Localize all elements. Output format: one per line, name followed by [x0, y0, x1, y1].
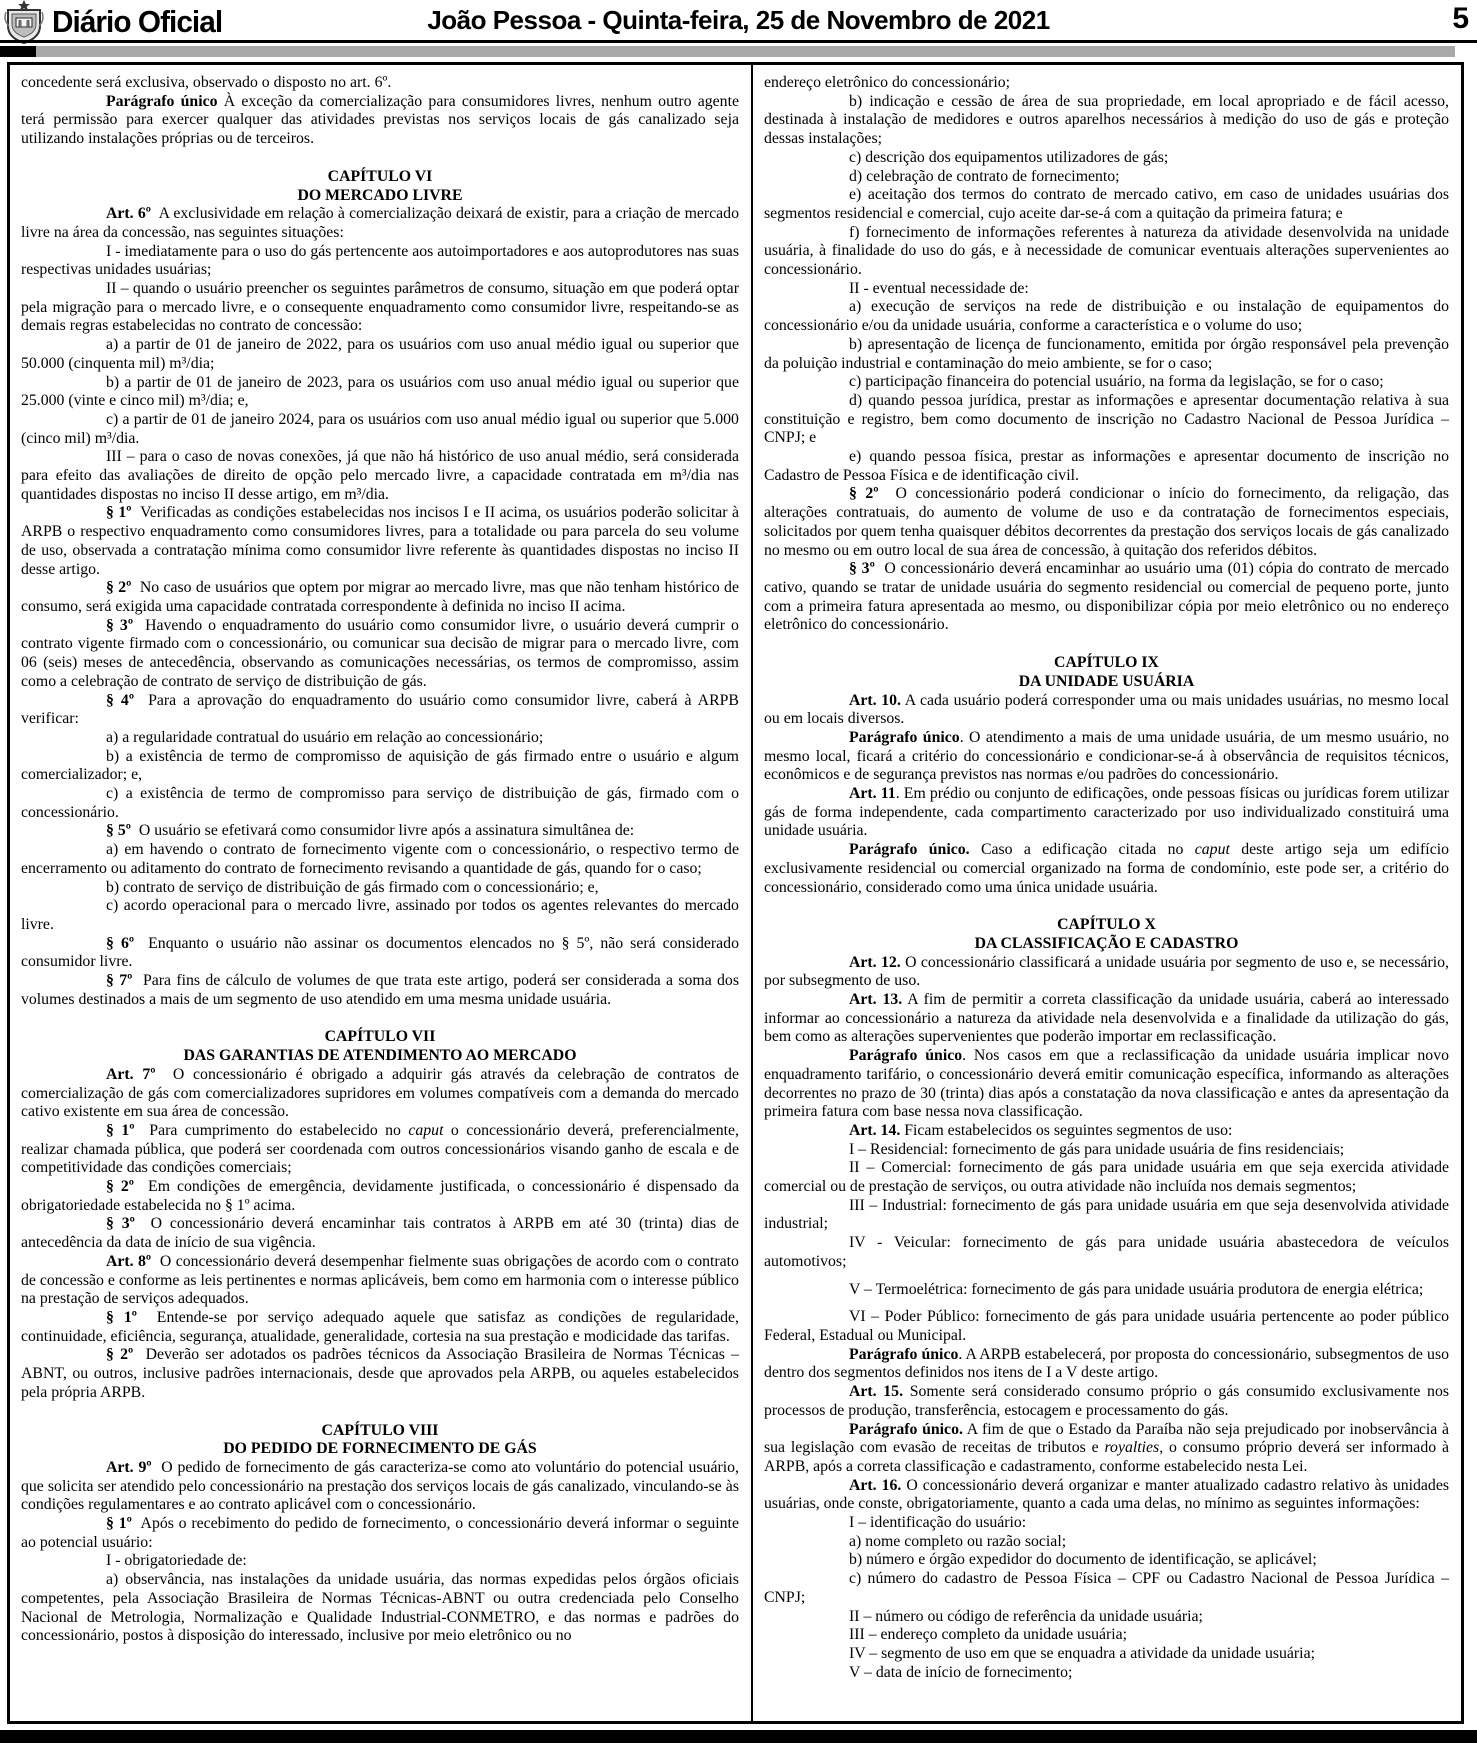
paragraph: Art. 8º O concessionário deverá desempenhar fielmente suas obrigações de acordo com o contrato de concessão e conforme as leis pertinentes e normas aplicáveis, bem como em harmonia com o interesse público na prestação de serviços adequados. — [21, 1252, 739, 1308]
chapter-heading: CAPÍTULO VIII DO PEDIDO DE FORNECIMENTO DE GÁS — [223, 1421, 537, 1458]
paragraph: d) quando pessoa jurídica, prestar as informações e apresentar documentação relativa à sua constituição e registro, bem como documento de inscrição no Cadastro Nacional de Pessoa Jurídica – CNPJ; e — [763, 391, 1449, 447]
paragraph: concedente será exclusiva, observado o disposto no art. 6º. — [21, 74, 392, 91]
paragraph: a) a partir de 01 de janeiro de 2022, para os usuários com uso anual médio igual ou superior que 50.000 (cinquenta mil) m³/dia; — [21, 336, 739, 372]
paragraph: b) a existência de termo de compromisso de aquisição de gás firmado entre o usuário e algum comercializador; e, — [21, 747, 739, 784]
paragraph: Art. 15. Somente será considerado consumo próprio o gás consumido exclusivamente nos processos de produção, transferência, estocagem e processamento do gás. — [763, 1383, 1449, 1419]
paragraph: b) indicação e cessão de área de sua propriedade, em local apropriado e de fácil acesso, destinada à instalação de medidores e outros aparelhos necessários à medição do uso de gás e proteção dessas instalações; — [763, 92, 1449, 148]
paragraph: c) a existência de termo de compromisso para serviço de distribuição de gás, firmado com o concessionário. — [21, 785, 739, 821]
paragraph: a) execução de serviços na rede de distribuição e ou instalação de equipamentos do concessionário e/ou da unidade usuária, conforme a característica e o volume do uso; — [763, 298, 1449, 335]
paragraph: § 2º Deverão ser adotados os padrões técnicos da Associação Brasileira de Normas Técnicas – ABNT, ou outros, inclusive padrões internacionais, desde que aprovados pela ARPB, ou aqueles estabelecidos pela própria ARPB. — [21, 1346, 739, 1401]
paragraph: a) nome completo ou razão social; — [848, 1532, 1067, 1550]
paragraph: Art. 11. Em prédio ou conjunto de edificações, onde pessoas físicas ou jurídicas forem utilizar gás de forma independente, cada compartimento caracterizado por uso individualizado constituirá uma unidade usuária. — [763, 785, 1449, 840]
paragraph: f) fornecimento de informações referentes à natureza da atividade desenvolvida na unidade usuária, à finalidade do uso do gás, e à necessidade de comunicar eventuais alterações supervenientes ao concessionário. — [763, 223, 1449, 279]
paragraph: § 5º O usuário se efetivará como consumidor livre após a assinatura simultânea de: — [106, 822, 635, 840]
paragraph: Parágrafo único À exceção da comercialização para consumidores livres, nenhum outro agente terá permissão para exercer qualquer das atividades previstas nos serviços locais de gás canalizado seja utilizando instalações próprias ou de terceiros. — [21, 92, 739, 148]
chapter-heading: CAPÍTULO VI DO MERCADO LIVRE — [297, 167, 463, 204]
header-rule — [0, 40, 1477, 43]
edition-title: João Pessoa - Quinta-feira, 25 de Novembro de 2021 — [427, 5, 1050, 35]
paragraph: § 1º Após o recebimento do pedido de fornecimento, o concessionário deverá informar o seguinte ao potencial usuário: — [21, 1515, 739, 1551]
paragraph: Art. 14. Ficam estabelecidos os seguintes segmentos de uso: — [848, 1121, 1233, 1139]
text-columns — [10, 65, 1461, 1721]
paragraph: c) acordo operacional para o mercado livre, assinado por todos os agentes relevantes do mercado livre. — [21, 897, 739, 933]
paragraph: II – Comercial: fornecimento de gás para unidade usuária em que seja exercida atividade comercial ou de prestação de serviços, ou outra atividade não incluída nos demais segmentos; — [763, 1159, 1449, 1196]
paragraph: III – Industrial: fornecimento de gás para unidade usuária em que seja desenvolvida atividade industrial; — [763, 1196, 1449, 1233]
paragraph: b) número e órgão expedidor do documento de identificação, se aplicável; — [848, 1551, 1317, 1569]
content-frame — [7, 62, 1464, 1724]
paragraph: II – quando o usuário preencher os seguintes parâmetros de consumo, situação em que poderá optar pela migração para o mercado livre, e o consequente enquadramento como consumidor livre, respeitando-se as demais regras estabelecidas no contrato de concessão: — [21, 280, 739, 335]
left-column — [10, 65, 751, 1721]
paragraph: Art. 7º O concessionário é obrigado a adquirir gás através da celebração de contratos de comercialização de gás com comercializadores supridores em volumes compatíveis com a demanda do mercado cativo existente em sua área de concessão. — [21, 1065, 739, 1121]
paragraph: IV – segmento de uso em que se enquadra a atividade da unidade usuária; — [848, 1644, 1315, 1662]
paragraph: b) contrato de serviço de distribuição de gás firmado com o concessionário; e, — [106, 878, 599, 896]
paragraph: II – número ou código de referência da unidade usuária; — [848, 1607, 1203, 1625]
paragraph: Parágrafo único. O atendimento a mais de uma unidade usuária, de um mesmo usuário, no mesmo local, ficará a critério do concessionário e condicionar-se-á à observância de requisitos técnicos, econômicos e de segurança previstos nas normas e/ou padrões do concessionário. — [763, 728, 1450, 784]
paragraph: Art. 13. A fim de permitir a correta classificação da unidade usuária, caberá ao interessado informar ao concessionário a natureza da atividade nela desenvolvida e a finalidade da utilização do gás, bem como as alterações supervenientes que poderão importar em reclassificação. — [763, 991, 1450, 1046]
paragraph: c) participação financeira do potencial usuário, na forma da legislação, se for o caso; — [848, 373, 1384, 391]
paragraph: III – endereço completo da unidade usuária; — [848, 1626, 1128, 1644]
paragraph: Parágrafo único. A ARPB estabelecerá, por proposta do concessionário, subsegmentos de uso dentro dos segmentos definidos nos itens de I a V deste artigo. — [763, 1345, 1449, 1382]
paragraph: § 4º Para a aprovação do enquadramento do usuário como consumidor livre, caberá à ARPB verificar: — [21, 691, 739, 728]
paragraph: Parágrafo único. Nos casos em que a reclassificação da unidade usuária implicar novo enquadramento tarifário, o concessionário deverá emitir comunicação específica, informando as alterações decorrentes no prazo de 30 (trinta) dias após a constatação da nova classificação e antes da apresentação da primeira fatura com base nessa nova classificação. — [763, 1047, 1449, 1121]
paragraph: a) observância, nas instalações da unidade usuária, das normas expedidas pelos órgãos oficiais competentes, pela Associação Brasileira de Normas Técnicas-ABNT ou outra credenciada pelo Conselho Nacional de Metrologia, Normalização e Qualidade Industrial-CONMETRO, e das normas e padrões do concessionário, postos à disposição do interessado, inclusive por meio eletrônico ou no — [21, 1571, 739, 1645]
paragraph: Art. 10. A cada usuário poderá corresponder uma ou mais unidades usuárias, no mesmo local ou em locais diversos. — [763, 691, 1449, 728]
paragraph: § 1º Verificadas as condições estabelecidas nos incisos I e II acima, os usuários poderão solicitar à ARPB o respectivo enquadramento como consumidores livres, para a totalidade ou para parcela do seu volume de uso, observada a contratação mínima como consumidor livre referente às quantidades dispostas no inciso II desse artigo. — [21, 504, 739, 578]
paragraph: endereço eletrônico do concessionário; — [763, 74, 1011, 91]
paragraph: IV - Veicular: fornecimento de gás para unidade usuária abastecedora de veículos automotivos; — [763, 1234, 1449, 1270]
paragraph: Art. 6º A exclusividade em relação à comercialização deixará de existir, para a criação de mercado livre na área da concessão, nas seguintes situações: — [21, 205, 739, 241]
gray-bar — [0, 46, 1455, 57]
paragraph: § 1º Entende-se por serviço adequado aquele que satisfaz as condições de regularidade, continuidade, eficiência, segurança, atualidade, generalidade, cortesia na sua prestação e modicidade das tarifas. — [21, 1309, 739, 1345]
paragraph: Art. 9º O pedido de fornecimento de gás caracteriza-se como ato voluntário do potencial usuário, que solicita ser atendido pelo concessionário na prestação dos serviços locais de gás canalizado, vinculando-se às condições regulamentares e ao contrato aplicável com o concessionário. — [21, 1458, 739, 1514]
paragraph: e) aceitação dos termos do contrato de mercado cativo, em caso de unidades usuárias dos segmentos residencial e comercial, cujo aceite dar-se-á com a quitação da primeira fatura; e — [763, 186, 1449, 222]
paragraph: d) celebração de contrato de fornecimento; — [848, 167, 1120, 185]
page-number: 5 — [1452, 2, 1469, 35]
black-block — [0, 46, 36, 57]
paragraph: I - obrigatoriedade de: — [106, 1552, 247, 1570]
paragraph: c) número do cadastro de Pessoa Física – CPF ou Cadastro Nacional de Pessoa Jurídica – CNPJ; — [763, 1570, 1449, 1606]
paragraph: § 2º O concessionário poderá condicionar o início do fornecimento, da religação, das alterações contratuais, do aumento de volume de uso e da contratação de fornecimentos especiais, solicitados por quem tenha quaisquer débitos decorrentes da prestação dos serviços locais de gás canalizado no mesmo ou em outro local de sua área de concessão, à quitação dos referidos débitos. — [763, 485, 1449, 559]
paragraph: § 2º Em condições de emergência, devidamente justificada, o concessionário é dispensado da obrigatoriedade estabelecida no § 1º acima. — [21, 1178, 739, 1214]
paragraph: a) a regularidade contratual do usuário em relação ao concessionário; — [106, 728, 544, 746]
paragraph: Parágrafo único. A fim de que o Estado da Paraíba não seja prejudicado por inobservância à sua legislação com evasão de receitas de tributos e royalties, o consumo próprio deverá ser informado à ARPB, após a correta classificação e cadastramento, conforme estabelecido nesta Lei. — [763, 1420, 1449, 1475]
paragraph: VI – Poder Público: fornecimento de gás para unidade usuária pertencente ao poder público Federal, Estadual ou Municipal. — [763, 1308, 1449, 1344]
brand-title: Diário Oficial — [52, 4, 223, 39]
paragraph: § 2º No caso de usuários que optem por migrar ao mercado livre, mas que não tenham histórico de consumo, será exigida uma capacidade contratada correspondente à definida no inciso II acima. — [21, 579, 739, 615]
chapter-heading: CAPÍTULO IX DA UNIDADE USUÁRIA — [1018, 654, 1195, 690]
masthead — [0, 0, 1477, 40]
paragraph: Art. 16. O concessionário deverá organizar e manter atualizado cadastro relativo às unidades usuárias, onde conste, obrigatoriamente, quanto a cada uma delas, no mínimo as seguintes informações: — [763, 1476, 1449, 1513]
paragraph: § 3º O concessionário deverá encaminhar ao usuário uma (01) cópia do contrato de mercado cativo, quando se tratar de unidade usuária do segmento residencial ou comercial de pequeno porte, junto com a primeira fatura apresentada ao mesmo, ou disponibilizar cópia por meio eletrônico ou no endereço eletrônico do concessionário. — [763, 560, 1449, 634]
paragraph: e) quando pessoa física, prestar as informações e apresentar documento de inscrição no Cadastro de Pessoa Física e de identificação civil. — [763, 448, 1449, 484]
paragraph: V – data de início de fornecimento; — [848, 1663, 1073, 1681]
paragraph: § 1º Para cumprimento do estabelecido no caput o concessionário deverá, preferencialmente, realizar chamada pública, que poderá ser coordenada com outros concessionários visando ganho de escala e de competitividade das condições comerciais; — [21, 1121, 739, 1177]
right-column — [753, 65, 1461, 1721]
paragraph: V – Termoelétrica: fornecimento de gás para unidade usuária produtora de energia elétrica; — [848, 1280, 1424, 1298]
paragraph: c) a partir de 01 de janeiro 2024, para os usuários com uso anual médio igual ou superior que 5.000 (cinco mil) m³/dia. — [21, 410, 739, 447]
paragraph: § 3º O concessionário deverá encaminhar tais contratos à ARPB em até 30 (trinta) dias de antecedência da data de início de sua vigência. — [21, 1215, 739, 1252]
paragraph: II - eventual necessidade de: — [848, 279, 1029, 297]
paragraph: b) a partir de 01 de janeiro de 2023, para os usuários com uso anual médio igual ou superior que 25.000 (vinte e cinco mil) m³/dia; e, — [21, 373, 739, 410]
paragraph: § 7º Para fins de cálculo de volumes de que trata este artigo, poderá ser considerada a soma dos volumes destinados a mais de um segmento de uso atendido em uma mesma unidade usuária. — [21, 972, 739, 1008]
paragraph: a) em havendo o contrato de fornecimento vigente com o concessionário, o respectivo termo de encerramento ou aditamento do contrato de fornecimento revisando a quantidade de gás, quando for o caso; — [21, 841, 739, 877]
paragraph: b) apresentação de licença de funcionamento, emitida por órgão responsável pela prevenção da poluição industrial e contaminação do meio ambiente, se for o caso; — [763, 335, 1449, 372]
chapter-heading: CAPÍTULO X DA CLASSIFICAÇÃO E CADASTRO — [974, 916, 1239, 952]
chapter-heading: CAPÍTULO VII DAS GARANTIAS DE ATENDIMENTO AO MERCADO — [183, 1028, 577, 1065]
paragraph: c) descrição dos equipamentos utilizadores de gás; — [848, 148, 1169, 166]
paragraph: Art. 12. O concessionário classificará a unidade usuária por segmento de uso e, se necessário, por subsegmento de uso. — [763, 953, 1449, 990]
paragraph: I – Residencial: fornecimento de gás para unidade usuária de fins residenciais; — [848, 1140, 1345, 1158]
paragraph: § 6º Enquanto o usuário não assinar os documentos elencados no § 5º, não será considerado consumidor livre. — [21, 934, 739, 971]
paragraph: I - imediatamente para o uso do gás pertencente aos autoimportadores e aos autoprodutores nas suas respectivas unidades usuárias; — [21, 242, 739, 279]
paragraph: § 3º Havendo o enquadramento do usuário como consumidor livre, o usuário deverá cumprir o contrato vigente firmado com o concessionário, ou comunicar sua decisão de migrar para o mercado livre, com 06 (seis) meses de antecedência, observando as comunicações necessárias, os termos de compromisso, assim como a celebração de contrato de serviço de distribuição de gás. — [21, 616, 739, 690]
paragraph: Parágrafo único. Caso a edificação citada no caput deste artigo seja um edifício exclusivamente residencial ou comercial organizado na forma de condomínio, este pode ser, a critério do concessionário, considerado como uma única unidade usuária. — [763, 841, 1449, 896]
paragraph: I – identificação do usuário: — [848, 1514, 1027, 1532]
bottom-bar — [0, 1730, 1477, 1743]
paragraph: III – para o caso de novas conexões, já que não há histórico de uso anual médio, será considerada para efeito das avaliações de direito de opção pelo mercado livre, a capacidade contratada em m³/dia nas quantidades dispostas no inciso II desse artigo, em m³/dia. — [21, 448, 739, 503]
